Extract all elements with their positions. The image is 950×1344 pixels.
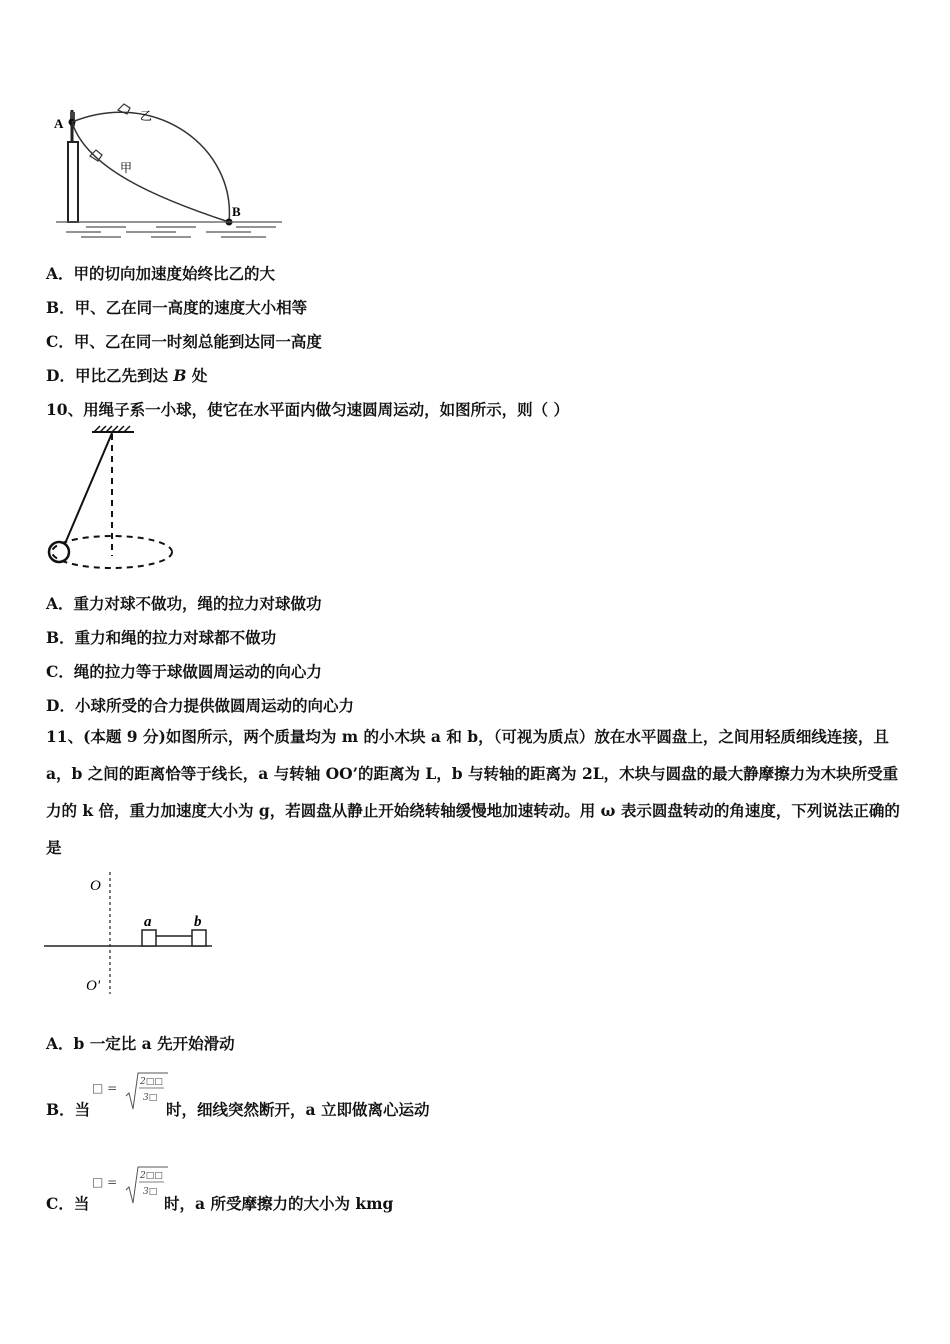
fig3-label-a: a bbox=[144, 914, 152, 930]
omega-formula-b bbox=[90, 1070, 170, 1114]
svg-text:3□: 3□ bbox=[143, 1093, 158, 1103]
figure-two-paths bbox=[46, 98, 286, 248]
q10-option-b: B．重力和绳的拉力对球都不做功 bbox=[46, 628, 277, 647]
figure-rotating-disk bbox=[42, 868, 222, 998]
q10-option-d: D．小球所受的合力提供做圆周运动的向心力 bbox=[46, 696, 354, 715]
q11-option-c: C．当 bbox=[46, 1194, 90, 1213]
svg-text:3□: 3□ bbox=[143, 1187, 158, 1197]
q9-option-c: C．甲、乙在同一时刻总能到达同一高度 bbox=[46, 332, 322, 351]
q9-option-d: D．甲比乙先到达 B 处 bbox=[46, 366, 208, 385]
fig1-label-A: A bbox=[54, 116, 64, 131]
q11-stem: 11、(本题 9 分)如图所示，两个质量均为 m 的小木块 a 和 b，（可视为质点）放在水平圆盘上，之间用轻质细线连接，且 a，b 之间的距离恰等于线长，a 与转轴 OO’的距离为 L，b 与转轴的距离为 2L，木块与圆盘的最大静摩擦力为木块所受重力的 k 倍，重力加速度大小为 g，若圆盘从静止开始绕转轴缓慢地加速转动。用 ω 表示圆盘转动的角速度，下列说法正确的是 bbox=[46, 727, 900, 857]
omega-formula-c bbox=[90, 1164, 170, 1208]
fig1-label-B: B bbox=[232, 204, 241, 219]
q10-stem: 10、用绳子系一小球，使它在水平面内做匀速圆周运动，如图所示，则（ ） bbox=[46, 400, 569, 419]
figure-conical-pendulum bbox=[44, 424, 184, 574]
q10-option-c: C．绳的拉力等于球做圆周运动的向心力 bbox=[46, 662, 322, 681]
q9-option-a: A．甲的切向加速度始终比乙的大 bbox=[46, 264, 276, 283]
q11-option-b-suffix: 时，细线突然断开，a 立即做离心运动 bbox=[166, 1100, 430, 1119]
q9-option-b: B．甲、乙在同一高度的速度大小相等 bbox=[46, 298, 308, 317]
q10-option-a: A．重力对球不做功，绳的拉力对球做功 bbox=[46, 594, 322, 613]
fig3-label-b: b bbox=[194, 914, 202, 930]
fig3-label-O2: O' bbox=[86, 978, 101, 994]
fig1-label-jia: 甲 bbox=[120, 161, 133, 175]
svg-text:□ =: □ = bbox=[92, 1081, 118, 1095]
q11-option-c-suffix: 时，a 所受摩擦力的大小为 kmg bbox=[164, 1194, 394, 1213]
q11-option-b: B．当 bbox=[46, 1100, 91, 1119]
fig1-label-yi: 乙 bbox=[140, 109, 153, 123]
q11-option-a: A．b 一定比 a 先开始滑动 bbox=[46, 1034, 235, 1053]
svg-text:2□□: 2□□ bbox=[140, 1077, 163, 1087]
fig3-label-O: O bbox=[90, 878, 101, 894]
svg-text:2□□: 2□□ bbox=[140, 1171, 163, 1181]
svg-text:□ =: □ = bbox=[92, 1175, 118, 1189]
